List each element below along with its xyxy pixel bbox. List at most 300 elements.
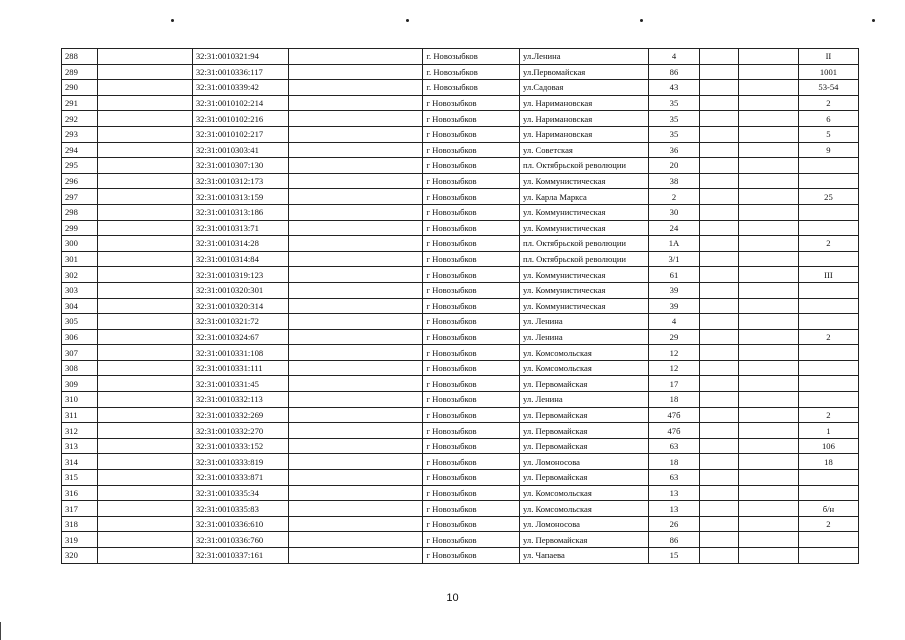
empty-cell (98, 204, 192, 220)
cadastral-number: 32:31:0010102:216 (192, 111, 289, 127)
empty-cell (289, 251, 423, 267)
empty-cell (738, 376, 798, 392)
cadastral-number: 32:31:0010307:130 (192, 158, 289, 174)
row-number: 305 (62, 314, 98, 330)
cadastral-number: 32:31:0010314:28 (192, 236, 289, 252)
table-row (62, 189, 859, 205)
house-number: 35 (648, 111, 699, 127)
empty-cell (738, 204, 798, 220)
empty-cell (700, 267, 739, 283)
cadastral-number: 32:31:0010321:94 (192, 49, 289, 65)
empty-cell (98, 142, 192, 158)
city: г Новозыбков (423, 126, 520, 142)
empty-cell (738, 298, 798, 314)
cadastral-number: 32:31:0010102:217 (192, 126, 289, 142)
city: г Новозыбков (423, 470, 520, 486)
empty-cell (289, 345, 423, 361)
apartment-number: 53-54 (798, 80, 858, 96)
empty-cell (738, 454, 798, 470)
table-row (62, 111, 859, 127)
apartment-number (798, 532, 858, 548)
table-row (62, 376, 859, 392)
apartment-number: 2 (798, 95, 858, 111)
empty-cell (289, 298, 423, 314)
row-number: 319 (62, 532, 98, 548)
apartment-number (798, 298, 858, 314)
city: г Новозыбков (423, 392, 520, 408)
house-number: 4 (648, 314, 699, 330)
row-number: 298 (62, 204, 98, 220)
city: г Новозыбков (423, 407, 520, 423)
empty-cell (738, 548, 798, 564)
row-number: 301 (62, 251, 98, 267)
street: ул. Наримановская (520, 95, 649, 111)
empty-cell (289, 329, 423, 345)
house-number: 18 (648, 454, 699, 470)
city: г Новозыбков (423, 454, 520, 470)
empty-cell (738, 95, 798, 111)
table-row (62, 407, 859, 423)
empty-cell (738, 329, 798, 345)
empty-cell (700, 532, 739, 548)
cadastral-number: 32:31:0010312:173 (192, 173, 289, 189)
empty-cell (700, 251, 739, 267)
row-number: 289 (62, 64, 98, 80)
empty-cell (700, 158, 739, 174)
row-number: 314 (62, 454, 98, 470)
scan-mark (640, 19, 643, 22)
empty-cell (289, 360, 423, 376)
house-number: 63 (648, 470, 699, 486)
table-row (62, 360, 859, 376)
empty-cell (289, 438, 423, 454)
street: ул. Первомайская (520, 438, 649, 454)
street: пл. Октябрьской революции (520, 236, 649, 252)
empty-cell (98, 158, 192, 174)
street: ул. Чапаева (520, 548, 649, 564)
empty-cell (289, 267, 423, 283)
empty-cell (738, 314, 798, 330)
house-number: 39 (648, 282, 699, 298)
row-number: 313 (62, 438, 98, 454)
apartment-number (798, 376, 858, 392)
empty-cell (738, 142, 798, 158)
table-row (62, 220, 859, 236)
street: ул. Ломоносова (520, 516, 649, 532)
empty-cell (98, 532, 192, 548)
city: г Новозыбков (423, 204, 520, 220)
cadastral-number: 32:31:0010321:72 (192, 314, 289, 330)
empty-cell (700, 516, 739, 532)
apartment-number: 2 (798, 516, 858, 532)
street: ул. Первомайская (520, 423, 649, 439)
row-number: 312 (62, 423, 98, 439)
row-number: 315 (62, 470, 98, 486)
table-row (62, 267, 859, 283)
empty-cell (98, 282, 192, 298)
apartment-number: III (798, 267, 858, 283)
empty-cell (98, 423, 192, 439)
row-number: 297 (62, 189, 98, 205)
table-row (62, 64, 859, 80)
apartment-number: 5 (798, 126, 858, 142)
empty-cell (700, 204, 739, 220)
empty-cell (98, 329, 192, 345)
street: ул. Коммунистическая (520, 282, 649, 298)
apartment-number: II (798, 49, 858, 65)
empty-cell (98, 438, 192, 454)
empty-cell (98, 49, 192, 65)
empty-cell (98, 454, 192, 470)
table-row (62, 298, 859, 314)
empty-cell (98, 360, 192, 376)
street: пл. Октябрьской революции (520, 158, 649, 174)
cadastral-number: 32:31:0010320:314 (192, 298, 289, 314)
empty-cell (289, 376, 423, 392)
cadastral-number: 32:31:0010332:269 (192, 407, 289, 423)
street: ул. Ломоносова (520, 454, 649, 470)
city: г Новозыбков (423, 220, 520, 236)
empty-cell (98, 376, 192, 392)
empty-cell (738, 470, 798, 486)
empty-cell (289, 282, 423, 298)
apartment-number (798, 158, 858, 174)
empty-cell (738, 126, 798, 142)
empty-cell (289, 485, 423, 501)
row-number: 302 (62, 267, 98, 283)
table-row (62, 345, 859, 361)
empty-cell (289, 454, 423, 470)
street: ул. Коммунистическая (520, 204, 649, 220)
row-number: 317 (62, 501, 98, 517)
street: ул.Первомайская (520, 64, 649, 80)
empty-cell (289, 236, 423, 252)
empty-cell (700, 360, 739, 376)
empty-cell (289, 142, 423, 158)
empty-cell (738, 360, 798, 376)
house-number: 17 (648, 376, 699, 392)
cadastral-number: 32:31:0010335:83 (192, 501, 289, 517)
cadastral-number: 32:31:0010331:45 (192, 376, 289, 392)
empty-cell (738, 64, 798, 80)
apartment-number: б/н (798, 501, 858, 517)
cadastral-number: 32:31:0010333:871 (192, 470, 289, 486)
empty-cell (700, 111, 739, 127)
street: ул. Наримановская (520, 111, 649, 127)
cadastral-number: 32:31:0010336:610 (192, 516, 289, 532)
street: ул. Первомайская (520, 407, 649, 423)
row-number: 294 (62, 142, 98, 158)
house-number: 38 (648, 173, 699, 189)
empty-cell (289, 126, 423, 142)
cadastral-number: 32:31:0010303:41 (192, 142, 289, 158)
city: г Новозыбков (423, 95, 520, 111)
city: г Новозыбков (423, 314, 520, 330)
row-number: 290 (62, 80, 98, 96)
page-number: 10 (446, 592, 459, 604)
empty-cell (700, 470, 739, 486)
street: ул. Ленина (520, 314, 649, 330)
cadastral-number: 32:31:0010332:113 (192, 392, 289, 408)
street: ул.Садовая (520, 80, 649, 96)
cadastral-number: 32:31:0010336:760 (192, 532, 289, 548)
table-row (62, 126, 859, 142)
row-number: 307 (62, 345, 98, 361)
empty-cell (700, 189, 739, 205)
empty-cell (289, 111, 423, 127)
city: г Новозыбков (423, 158, 520, 174)
empty-cell (98, 126, 192, 142)
row-number: 292 (62, 111, 98, 127)
empty-cell (289, 392, 423, 408)
house-number: 24 (648, 220, 699, 236)
cadastral-number: 32:31:0010314:84 (192, 251, 289, 267)
house-number: 18 (648, 392, 699, 408)
house-number: 15 (648, 548, 699, 564)
empty-cell (738, 485, 798, 501)
city: г Новозыбков (423, 485, 520, 501)
house-number: 2 (648, 189, 699, 205)
row-number: 310 (62, 392, 98, 408)
empty-cell (700, 376, 739, 392)
empty-cell (289, 173, 423, 189)
empty-cell (98, 314, 192, 330)
apartment-number: 18 (798, 454, 858, 470)
table-row (62, 282, 859, 298)
house-number: 26 (648, 516, 699, 532)
street: ул. Коммунистическая (520, 298, 649, 314)
city: г Новозыбков (423, 298, 520, 314)
empty-cell (98, 516, 192, 532)
street: ул. Первомайская (520, 532, 649, 548)
empty-cell (700, 485, 739, 501)
city: г Новозыбков (423, 267, 520, 283)
empty-cell (700, 236, 739, 252)
empty-cell (738, 220, 798, 236)
empty-cell (98, 189, 192, 205)
empty-cell (738, 267, 798, 283)
city: г Новозыбков (423, 251, 520, 267)
empty-cell (98, 64, 192, 80)
city: г Новозыбков (423, 173, 520, 189)
apartment-number: 9 (798, 142, 858, 158)
empty-cell (289, 220, 423, 236)
apartment-number (798, 485, 858, 501)
street: ул. Комсомольская (520, 345, 649, 361)
cadastral-number: 32:31:0010324:67 (192, 329, 289, 345)
street: ул. Первомайская (520, 376, 649, 392)
empty-cell (98, 220, 192, 236)
empty-cell (289, 532, 423, 548)
house-number: 12 (648, 360, 699, 376)
row-number: 304 (62, 298, 98, 314)
street: ул. Коммунистическая (520, 173, 649, 189)
apartment-number (798, 220, 858, 236)
empty-cell (700, 407, 739, 423)
cadastral-number: 32:31:0010336:117 (192, 64, 289, 80)
empty-cell (700, 126, 739, 142)
cadastral-number: 32:31:0010331:108 (192, 345, 289, 361)
house-number: 86 (648, 64, 699, 80)
table-row (62, 142, 859, 158)
table-row (62, 516, 859, 532)
empty-cell (738, 251, 798, 267)
table-row (62, 423, 859, 439)
empty-cell (289, 501, 423, 517)
table-row (62, 236, 859, 252)
city: г. Новозыбков (423, 80, 520, 96)
scan-mark (872, 19, 875, 22)
empty-cell (700, 392, 739, 408)
apartment-number (798, 548, 858, 564)
city: г Новозыбков (423, 142, 520, 158)
empty-cell (98, 298, 192, 314)
house-number: 3/1 (648, 251, 699, 267)
row-number: 293 (62, 126, 98, 142)
empty-cell (700, 438, 739, 454)
empty-cell (738, 236, 798, 252)
house-number: 30 (648, 204, 699, 220)
house-number: 12 (648, 345, 699, 361)
street: ул. Советская (520, 142, 649, 158)
street: ул. Комсомольская (520, 360, 649, 376)
empty-cell (738, 423, 798, 439)
table-row (62, 392, 859, 408)
row-number: 291 (62, 95, 98, 111)
empty-cell (98, 173, 192, 189)
empty-cell (289, 204, 423, 220)
empty-cell (98, 407, 192, 423)
house-number: 63 (648, 438, 699, 454)
empty-cell (700, 80, 739, 96)
city: г Новозыбков (423, 236, 520, 252)
house-number: 4 (648, 49, 699, 65)
cadastral-number: 32:31:0010102:214 (192, 95, 289, 111)
city: г Новозыбков (423, 111, 520, 127)
empty-cell (700, 454, 739, 470)
apartment-number: 1 (798, 423, 858, 439)
street: ул. Первомайская (520, 470, 649, 486)
cadastral-number: 32:31:0010313:159 (192, 189, 289, 205)
table-row (62, 454, 859, 470)
apartment-number: 6 (798, 111, 858, 127)
apartment-number: 1001 (798, 64, 858, 80)
apartment-number (798, 470, 858, 486)
empty-cell (289, 189, 423, 205)
empty-cell (289, 64, 423, 80)
row-number: 300 (62, 236, 98, 252)
table-row (62, 438, 859, 454)
empty-cell (289, 548, 423, 564)
apartment-number: 2 (798, 407, 858, 423)
empty-cell (700, 548, 739, 564)
house-number: 43 (648, 80, 699, 96)
apartment-number (798, 204, 858, 220)
table-row (62, 501, 859, 517)
apartment-number (798, 360, 858, 376)
empty-cell (700, 173, 739, 189)
table-row (62, 95, 859, 111)
city: г. Новозыбков (423, 64, 520, 80)
city: г Новозыбков (423, 438, 520, 454)
house-number: 86 (648, 532, 699, 548)
empty-cell (98, 470, 192, 486)
empty-cell (98, 345, 192, 361)
city: г Новозыбков (423, 548, 520, 564)
empty-cell (98, 95, 192, 111)
table-row (62, 485, 859, 501)
empty-cell (700, 423, 739, 439)
cadastral-number: 32:31:0010333:819 (192, 454, 289, 470)
table-row (62, 329, 859, 345)
empty-cell (738, 158, 798, 174)
cadastral-number: 32:31:0010313:186 (192, 204, 289, 220)
city: г Новозыбков (423, 189, 520, 205)
empty-cell (98, 267, 192, 283)
empty-cell (289, 314, 423, 330)
city: г Новозыбков (423, 501, 520, 517)
apartment-number (798, 251, 858, 267)
street: ул. Комсомольская (520, 485, 649, 501)
table-row (62, 49, 859, 65)
empty-cell (700, 282, 739, 298)
house-number: 35 (648, 126, 699, 142)
empty-cell (98, 485, 192, 501)
street: ул. Наримановская (520, 126, 649, 142)
table-row (62, 173, 859, 189)
table-row (62, 314, 859, 330)
house-number: 47б (648, 423, 699, 439)
street: ул. Коммунистическая (520, 220, 649, 236)
empty-cell (289, 470, 423, 486)
empty-cell (98, 236, 192, 252)
empty-cell (98, 80, 192, 96)
row-number: 296 (62, 173, 98, 189)
empty-cell (98, 548, 192, 564)
scan-mark (406, 19, 409, 22)
city: г Новозыбков (423, 282, 520, 298)
row-number: 316 (62, 485, 98, 501)
table-row (62, 251, 859, 267)
empty-cell (700, 142, 739, 158)
house-number: 13 (648, 485, 699, 501)
empty-cell (289, 80, 423, 96)
city: г Новозыбков (423, 376, 520, 392)
apartment-number (798, 314, 858, 330)
empty-cell (738, 438, 798, 454)
row-number: 303 (62, 282, 98, 298)
row-number: 299 (62, 220, 98, 236)
street: пл. Октябрьской революции (520, 251, 649, 267)
empty-cell (700, 64, 739, 80)
table-row (62, 204, 859, 220)
apartment-number (798, 282, 858, 298)
house-number: 20 (648, 158, 699, 174)
apartment-number: 2 (798, 236, 858, 252)
city: г Новозыбков (423, 516, 520, 532)
house-number: 39 (648, 298, 699, 314)
street: ул.Ленина (520, 49, 649, 65)
table-row (62, 532, 859, 548)
street: ул. Коммунистическая (520, 267, 649, 283)
empty-cell (738, 407, 798, 423)
empty-cell (738, 501, 798, 517)
cadastral-number: 32:31:0010319:123 (192, 267, 289, 283)
apartment-number (798, 173, 858, 189)
empty-cell (700, 501, 739, 517)
empty-cell (738, 532, 798, 548)
row-number: 295 (62, 158, 98, 174)
